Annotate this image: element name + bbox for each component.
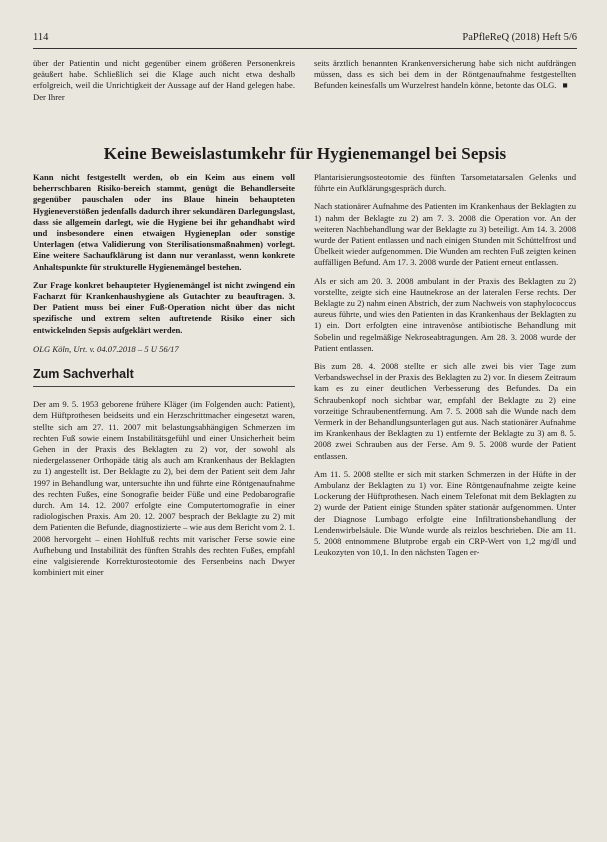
previous-article-left-column bbox=[33, 58, 295, 110]
header-rule bbox=[33, 48, 577, 49]
court-citation: OLG Köln, Urt. v. 04.07.2018 – 5 U 56/17 bbox=[33, 343, 179, 354]
body-paragraph-left: Der am 9. 5. 1953 geborene frühere Kläger (im Folgenden auch: Patient), dem Hüftprothesen beidseits und ein Herzschrittmacher eingesetzt waren, stellte sich am 27. 11. 2007 mit belastungsabhängigen Schmerzen im rechten Fuß sowie einem Instabilitätsgefühl und einer Unsicherheit beim Gehen in der Praxis des Beklagten zu 2) vor, der sowohl als niedergelassener Orthopäde tätig als auch am Krankenhaus der Beklagten zu 1) angestellt ist. Der Beklagte zu 2), bei dem der Patient seit dem Jahr 1997 in Behandlung war, untersuchte ihn und führte eine Röntgenaufnahme des rechten Fußes, eine Sonografie beider Füße und eine Pedobarografie durch. Am 14. 12. 2007 erfolgte eine Computertomografie in einer radiologischen Praxis. Am 20. 12. 2007 besprach der Beklagte zu 2) mit dem Patienten die Befunde, diagnostizierte – wie aus dem Bericht vom 2. 1. 2008 hervorgeht – einen Hohlfuß rechts mit varischer Ferse sowie eine Aufhebung und Instabilität des fünften Strahls des rechten Fußes, empfahl eine valgisierende Korrekturosteotomie des Fersenbeins nach Dwyer kombiniert mit einer bbox=[33, 399, 295, 578]
body-paragraph-right-3: Als er sich am 20. 3. 2008 ambulant in der Praxis des Beklagten zu 2) vorstellte, zeigte sich eine Hautnekrose an der lateralen Ferse rechts. Der Beklagte zu 2) nahm einen Abstrich, der zum Nachweis von staphylococcus aureus führte, und wies den Patienten in das Krankenhaus der Beklagten zu 1) ein. Dort erfolgten eine intravenöse antibiotische Behandlung mit Sobelin und regelmäßige Nekroseabtragungen. Am 28. 3. 2008 wurde der Patient entlassen. bbox=[314, 275, 576, 353]
lead-paragraph-1: Kann nicht festgestellt werden, ob ein Keim aus einem voll beherrschbaren Risiko-bereich stammt, genügt die Behandlerseite gegenüber pauschalen oder ins Blaue hinein behaupteten Hygieneverstößen jedenfalls dadurch ihrer sekundären Darlegungslast, dass sie allgemein darlegt, wie die Hygiene bei ihr gehandhabt wird und insbesondere einen etwaigen Hygieneplan oder sonstige Unterlagen (etwa Validierung von Sterilisationsmaßnahmen) vorlegt. Eine weitere Sachaufklärung ist dann nur veranlasst, wenn konkrete Anhaltspunkte für strukturelle Hygienemängel bestehen. bbox=[33, 172, 295, 272]
body-paragraph-right-4: Bis zum 28. 4. 2008 stellte er sich alle zwei bis vier Tage zum Verbandswechsel in der Praxis des Beklagten zu 2) vor. In diesem Zeitraum kam es zu einer deutlichen Verbesserung des Befundes. Da ein Schraubenkopf noch sichtbar war, empfahl der Beklagte zu 2) eine vorzeitige Schraubenentfernung. Am 7. 5. 2008 sah die Wunde nach dem Vermerk in der Behandlungsunterlagen gut aus. Nach stationärer Aufnahme im Krankenhaus der Beklagten zu 1) entfernte der Beklagte zu 3) am 8. 5. 2008 zwei Schrauben aus der Ferse. Am 9. 5. 2008 wurde der Patient entlassen. bbox=[314, 361, 576, 461]
article-right-column bbox=[314, 172, 576, 566]
body-paragraph-right-2: Nach stationärer Aufnahme des Patienten im Krankenhaus der Beklagten zu 1) nahm der Beklagte zu 2) am 7. 3. 2008 die Operation vor. An der weiteren Nachbehandlung war der Beklagte zu 3) beteiligt. Am 14. 3. 2008 wurde der Patient entlassen und nach einigen Stunden mit Schüttelfrost und Übelkeit wieder aufgenommen. Die Wunden am rechten Fuß zeigten keinen auffälligen Befund. Am 17. 3. 2008 wurde der Patient erneut entlassen. bbox=[314, 201, 576, 268]
page-number: 114 bbox=[33, 32, 49, 43]
article-left-column bbox=[33, 172, 295, 586]
previous-article-right-column bbox=[314, 58, 576, 99]
section-heading: Zum Sachverhalt bbox=[33, 367, 134, 382]
previous-article-text-right-body: seits ärztlich benannten Krankenversicherung habe sich nicht aufdrängen müssen, dass es sich bei dem in der Röntgenaufnahme festgestellten Befunden keinesfalls um Wurzelrest handeln könne, betonte das OLG. bbox=[314, 58, 576, 91]
end-mark-icon: ■ bbox=[562, 80, 568, 91]
previous-article-text-right bbox=[314, 58, 576, 92]
body-paragraph-right-5: Am 11. 5. 2008 stellte er sich mit starken Schmerzen in der Hüfte in der Ambulanz der Beklagten zu 1) vor. Eine Röntgenaufnahme zeigte keine Lockerung der Hüftprothesen. Nach einem Telefonat mit dem Beklagten zu 2) wurde der Patient einige Stunden später stationär aufgenommen. Unter der Diagnose Lumbago erfolgte eine Infiltrationsbehandlung der Lendenwirbelsäule. Die Wunde wurde als reizlos beschrieben. Die am 11. 5. 2008 entnommene Blutprobe ergab ein CRP-Wert von 1,2 mg/dl und Leukozyten von 10,1. In den nächsten Tagen er- bbox=[314, 468, 576, 558]
article-title: Keine Beweislastumkehr für Hygienemangel bei Sepsis bbox=[103, 144, 507, 163]
journal-issue: PaPfleReQ (2018) Heft 5/6 bbox=[462, 32, 577, 43]
lead-paragraph-2: Zur Frage konkret behaupteter Hygienemängel ist nicht zwingend ein Facharzt für Krankenhaushygiene als Gutachter zu beauftragen. 3. Der Patient muss bei einer Fuß-Operation nicht über das nicht spezifische und extrem selten auftretende Risiko einer sich entwickelnden Sepsis aufgeklärt werden. bbox=[33, 279, 295, 335]
body-paragraph-right-1: Plantarisierungsosteotomie des fünften Tarsometatarsalen Gelenks und führte ein Aufklärungsgespräch durch. bbox=[314, 172, 576, 194]
previous-article-text-left: über der Patientin und nicht gegenüber einem größeren Personenkreis geäußert habe. Schließlich sei die Klage auch nicht etwa deshalb erfolgreich, weil die Unrichtigkeit der Aussage auf der Hand gelegen habe. Der Ihrer bbox=[33, 58, 295, 102]
section-rule bbox=[33, 386, 295, 387]
